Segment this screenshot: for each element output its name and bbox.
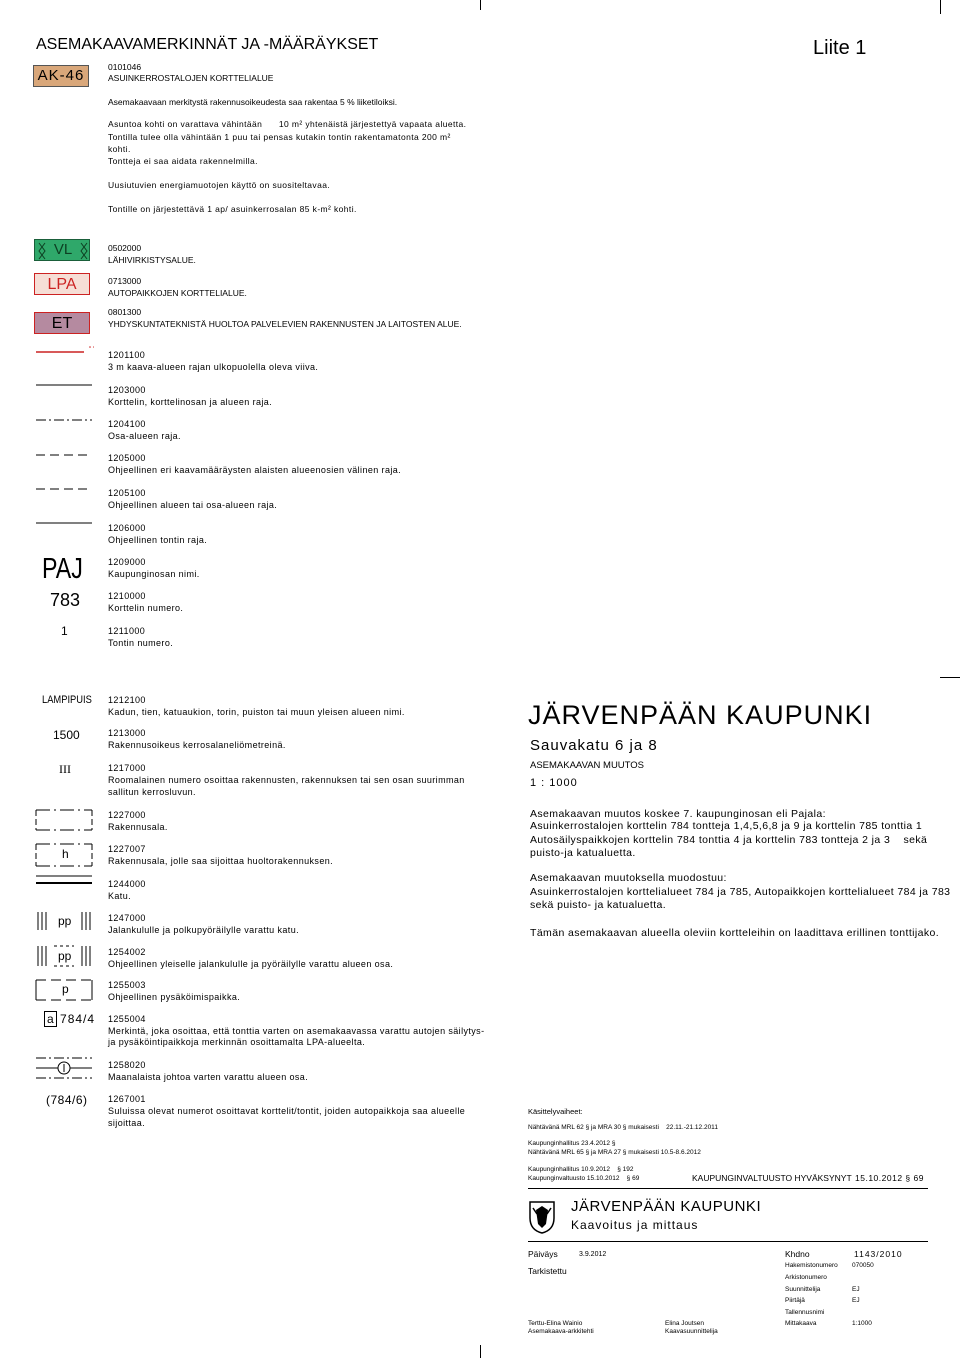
lower-name: Maanalaista johtoa varten varattu alueen osa. [108,1072,309,1082]
line-code: 1205100 [108,488,146,498]
page-title: ASEMAKAAVAMERKINNÄT JA -MÄÄRÄYKSET [36,36,379,53]
desc-line: Asemakaavan muutoksella muodostuu: [530,872,727,884]
zone-code: 0801300 [108,307,142,317]
date-value: 3.9.2012 [579,1251,607,1258]
lower-name: Suluissa olevat numerot osoittavat korttelit/tontit, joiden autopaikkoja saa alueelle [108,1106,466,1116]
lower-name: Roomalainen numero osoittaa rakennusten, rakennuksen tai sen osan suurimman sallitun kerrosluvun. [108,775,465,797]
lower-code: 1212100 [108,695,146,705]
process-line: Nähtävänä MRL 62 § ja MRA 30 § mukaisesti 22.11.-21.12.2011 [528,1124,718,1131]
vl-symbol [34,239,90,261]
lower-code: 1258020 [108,1060,146,1070]
line-legend-symbols [34,345,94,535]
line-code: 1201100 [108,350,146,360]
signer-role: Kaavasuunnittelija [665,1328,718,1335]
process-line: Nähtävänä MRL 65 § ja MRA 27 § mukaisesti 10.5-8.6.2012 [528,1149,701,1156]
desc-line: puisto-ja katualuetta. [530,847,636,859]
mit-label: Mittakaava [785,1320,817,1327]
pii-value: EJ [852,1297,860,1304]
zone-name: YHDYSKUNTATEKNISTÄ HUOLTOA PALVELEVIEN RAKENNUSTEN JA LAITOSTEN ALUE. [108,319,462,329]
bracket-number-symbol: (784/6) [46,1093,88,1107]
parking-letter: p [62,982,69,996]
lower-name: Ohjeellinen pysäköimispaikka. [108,992,241,1002]
name-text: Korttelin numero. [108,603,184,613]
floors-symbol: III [59,762,71,776]
name-code: 1211000 [108,626,146,636]
name-code: 1209000 [108,557,146,567]
approval-label: KAUPUNGINVALTUUSTO HYVÄKSYNYT [692,1173,852,1183]
zone-code: 0713000 [108,276,142,286]
lower-name: Merkintä, joka osoittaa, että tonttia varten on asemakaavassa varattu autojen säilytys- [108,1026,485,1036]
line-name: Ohjeellinen alueen tai osa-alueen raja. [108,500,278,510]
desc-line: Tämän asemakaavan alueella oleviin kortteleihin on laadittava erillinen tonttijako. [530,927,940,939]
ak-rule: kohti. [108,144,131,154]
crop-mark [480,1345,481,1358]
parking-ref-symbol [44,1012,95,1026]
line-code: 1203000 [108,385,146,395]
lower-name: sijoittaa. [108,1118,146,1128]
tal-label: Tallennusnimi [785,1309,825,1316]
block-number-symbol: 783 [50,590,81,610]
hak-value: 070050 [852,1262,874,1269]
lower-code: 1217000 [108,763,146,773]
lower-code: 1227007 [108,844,146,854]
lower-code: 1255003 [108,980,146,990]
lower-code: 1213000 [108,728,146,738]
lower-name: Rakennusala, jolle saa sijoittaa huoltorakennuksen. [108,856,334,866]
ak-rule: Tontilla tulee olla vähintään 1 puu tai pensas kutakin tontin rakentamatonta 200 m² [108,132,451,142]
sun-label: Suunnittelija [785,1286,821,1293]
line-name: Korttelin, korttelinosan ja alueen raja. [108,397,273,407]
sun-value: EJ [852,1286,860,1293]
pii-label: Piirtäjä [785,1297,805,1304]
khdno-label: Khdno [785,1249,810,1259]
ark-label: Arkistonumero [785,1274,827,1281]
ak-code: 0101046 [108,62,142,72]
lower-name: Jalankululle ja polkupyöräilylle varattu katu. [108,925,299,935]
street-name-symbol: LAMPIPUIS [42,694,92,706]
plot-number-symbol: 1 [61,624,68,638]
name-text: Tontin numero. [108,638,174,648]
signer-role: Asemakaava-arkkitehti [528,1328,594,1335]
ak-rule: Tontille on järjestettävä 1 ap/ asuinkerrosalan 85 k-m² kohti. [108,204,357,214]
desc-line: Autosäilyspaikkojen korttelin 784 tonttia 4 ja korttelin 783 tontteja 2 ja 3 sekä [530,834,928,846]
footer-dept: Kaavoitus ja mittaus [571,1218,699,1232]
ak-rule: Asuntoa kohti on varattava vähintään 10 m² yhtenäistä järjestettyä vapaata aluetta. [108,119,467,129]
ak-symbol: AK-46 [33,65,89,87]
building-area-icon [36,810,92,830]
service-building-letter: h [62,847,69,861]
address: Sauvakatu 6 ja 8 [530,737,658,754]
line-code: 1204100 [108,419,146,429]
footer-city: JÄRVENPÄÄN KAUPUNKI [571,1198,762,1215]
plan-type: ASEMAKAAVAN MUUTOS [530,760,645,771]
lower-code: 1244000 [108,879,146,889]
zone-code: 0502000 [108,243,142,253]
crop-mark [480,0,481,10]
lower-name: Rakennusoikeus kerrosalaneliömetreinä. [108,740,286,750]
lower-name: Katu. [108,891,132,901]
line-name: Osa-alueen raja. [108,431,181,441]
line-name: 3 m kaava-alueen rajan ulkopuolella oleva viiva. [108,362,319,372]
hak-label: Hakemistonumero [785,1262,838,1269]
district-symbol: PAJ [42,553,83,585]
lower-name: Ohjeellinen yleiselle jalankululle ja pyöräilylle varattu alueen osa. [108,959,394,969]
underground-line-icon [36,1058,92,1078]
process-line: Kaupunginhallitus 23.4.2012 § [528,1140,616,1147]
appendix-label: Liite 1 [813,37,867,59]
process-heading: Käsittelyvaiheet: [528,1107,583,1116]
rule [528,1188,928,1189]
pedestrian-area-letters: pp [58,949,72,963]
process-line: Kaupunginhallitus 10.9.2012 § 192 [528,1166,634,1173]
et-symbol: ET [34,312,90,334]
ak-rule: Asemakaavaan merkitystä rakennusoikeudesta saa rakentaa 5 % liiketiloiksi. [108,97,398,107]
check-label: Tarkistettu [528,1266,567,1276]
name-code: 1210000 [108,591,146,601]
lower-name: ja pysäköintipaikkoja merkinnän osoittamalta LPA-alueelta. [108,1037,366,1047]
crop-mark [940,0,941,14]
line-code: 1205000 [108,453,146,463]
line-name: Ohjeellinen tontin raja. [108,535,208,545]
ak-name: ASUINKERROSTALOJEN KORTTELIALUE [108,73,274,83]
lpa-symbol: LPA [34,273,90,295]
signer-name: Terttu-Elina Wainio [528,1320,583,1327]
parking-ref-number: 784/4 [60,1012,96,1026]
street-icon [36,876,92,883]
lower-code: 1267001 [108,1094,146,1104]
process-line: Kaupunginvaltuusto 15.10.2012 § 69 [528,1175,640,1182]
vl-label: VL [53,241,73,258]
lower-code: 1247000 [108,913,146,923]
zone-name: LÄHIVIRKISTYSALUE. [108,255,196,265]
lower-code: 1227000 [108,810,146,820]
zone-name: AUTOPAIKKOJEN KORTTELIALUE. [108,288,247,298]
rule [528,1241,928,1242]
desc-line: sekä puisto- ja katualuetta. [530,899,667,911]
name-text: Kaupunginosan nimi. [108,569,200,579]
signer-name: Elina Joutsen [665,1320,705,1327]
ak-rule: Uusiutuvien energiamuotojen käyttö on suositeltavaa. [108,180,331,190]
ak-rule: Tontteja ei saa aidata rakennelmilla. [108,156,258,166]
khdno-value: 1143/2010 [854,1249,903,1259]
desc-line: Asuinkerrostalojen korttelin 784 tontteja 1,4,5,6,8 ja 9 ja korttelin 785 tonttia 1 [530,820,923,832]
mit-value: 1:1000 [852,1320,872,1327]
desc-line: Asemakaavan muutos koskee 7. kaupunginosan eli Pajala: [530,808,826,820]
line-code: 1206000 [108,523,146,533]
city-heading: JÄRVENPÄÄN KAUPUNKI [528,700,873,730]
line-name: Ohjeellinen eri kaavamääräysten alaisten alueenosien välinen raja. [108,465,402,475]
desc-line: Asuinkerrostalojen korttelialueet 784 ja 785, Autopaikkojen korttelialueet 784 ja 783 [530,886,951,898]
lower-name: Kadun, tien, katuaukion, torin, puiston tai muun yleisen alueen nimi. [108,707,405,717]
boundary-3m-line [36,346,94,352]
lower-name: Rakennusala. [108,822,168,832]
crop-mark [940,677,960,678]
lower-code: 1255004 [108,1014,146,1024]
floor-area-symbol: 1500 [53,728,80,742]
city-coat-of-arms-icon [528,1200,556,1234]
parking-ref-letter: a [44,1011,57,1027]
date-label: Päiväys [528,1249,558,1259]
plan-scale: 1 : 1000 [530,777,578,789]
approval-date: 15.10.2012 § 69 [855,1173,924,1183]
lower-code: 1254002 [108,947,146,957]
pedestrian-street-letters: pp [58,914,72,928]
